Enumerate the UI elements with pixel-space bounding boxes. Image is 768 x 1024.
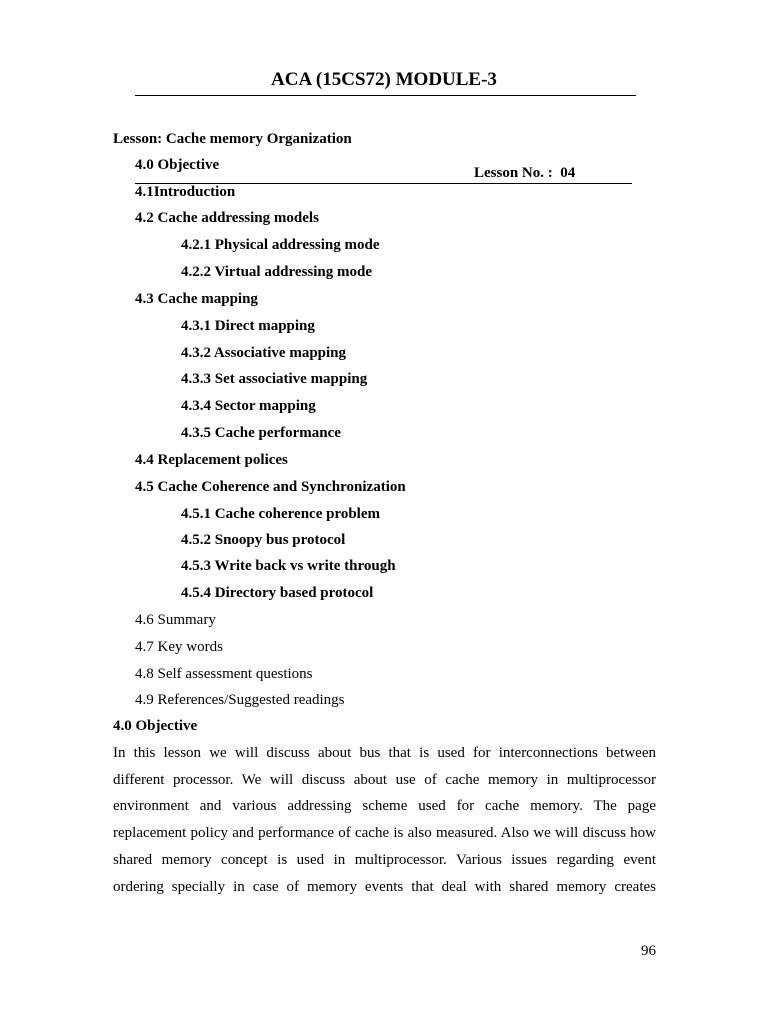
- paragraph-line: environment and various addressing scheme used for cache memory. The page: [113, 798, 656, 814]
- toc-item-4-3-2: 4.3.2 Associative mapping: [181, 345, 347, 361]
- lesson-title: Lesson: Cache memory Organization: [113, 131, 352, 147]
- section-heading-objective: 4.0 Objective: [113, 718, 198, 734]
- page-header-title: ACA (15CS72) MODULE-3: [271, 69, 497, 90]
- toc-item-4-2-2: 4.2.2 Virtual addressing mode: [181, 264, 372, 280]
- toc-item-4-9: 4.9 References/Suggested readings: [135, 692, 345, 708]
- toc-item-4-3-3: 4.3.3 Set associative mapping: [181, 371, 368, 387]
- toc-item-4-1: 4.1Introduction: [135, 184, 236, 200]
- page-number: 96: [641, 943, 656, 959]
- paragraph-line: ordering specially in case of memory events that deal with shared memory creates: [113, 879, 656, 895]
- toc-item-4-3: 4.3 Cache mapping: [135, 291, 258, 307]
- toc-item-4-5-2: 4.5.2 Snoopy bus protocol: [181, 532, 346, 548]
- paragraph-line: In this lesson we will discuss about bus that is used for interconnections between: [113, 745, 656, 761]
- toc-item-4-5-1: 4.5.1 Cache coherence problem: [181, 506, 380, 522]
- toc-item-4-2-1: 4.2.1 Physical addressing mode: [181, 237, 380, 253]
- toc-item-4-0: 4.0 Objective: [135, 157, 220, 173]
- paragraph-line: shared memory concept is used in multiprocessor. Various issues regarding event: [113, 852, 656, 868]
- toc-item-4-5-4: 4.5.4 Directory based protocol: [181, 585, 374, 601]
- toc-item-4-8: 4.8 Self assessment questions: [135, 666, 313, 682]
- toc-item-4-4: 4.4 Replacement polices: [135, 452, 288, 468]
- toc-item-4-7: 4.7 Key words: [135, 639, 223, 655]
- toc-item-4-3-4: 4.3.4 Sector mapping: [181, 398, 316, 414]
- lesson-number: Lesson No. : 04: [474, 165, 576, 181]
- header-divider: [135, 95, 636, 96]
- toc-item-4-5-3: 4.5.3 Write back vs write through: [181, 558, 396, 574]
- toc-item-4-3-5: 4.3.5 Cache performance: [181, 425, 341, 441]
- paragraph-line: replacement policy and performance of cache is also measured. Also we will discuss how: [113, 825, 656, 841]
- paragraph-line: different processor. We will discuss about use of cache memory in multiprocessor: [113, 772, 656, 788]
- toc-item-4-6: 4.6 Summary: [135, 612, 216, 628]
- toc-item-4-2: 4.2 Cache addressing models: [135, 210, 319, 226]
- toc-item-4-3-1: 4.3.1 Direct mapping: [181, 318, 315, 334]
- toc-item-4-5: 4.5 Cache Coherence and Synchronization: [135, 479, 406, 495]
